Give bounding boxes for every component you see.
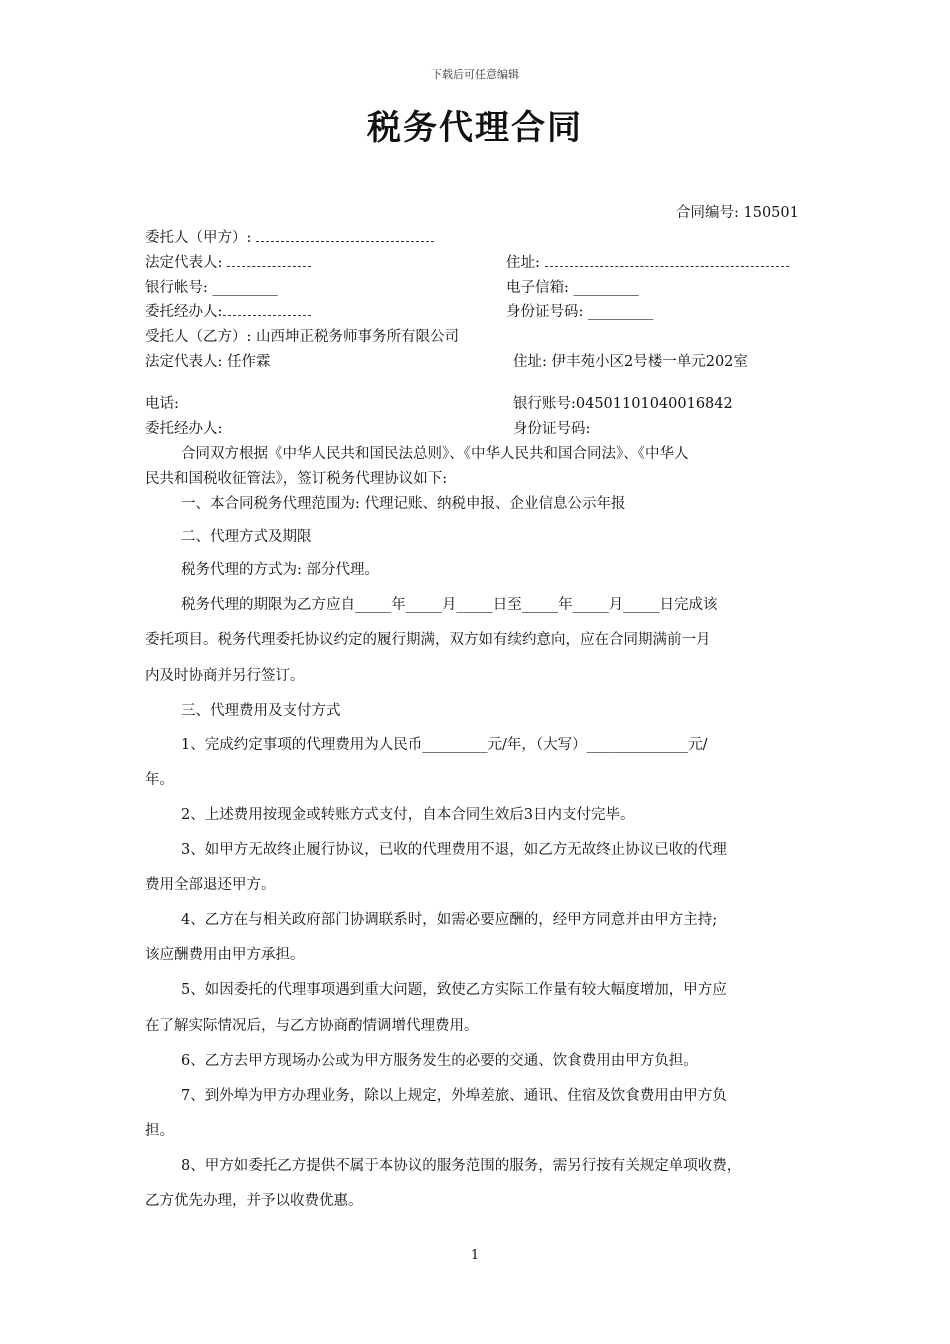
section-2-heading: 二、代理方式及期限 [181, 529, 312, 545]
party-a-id-blank: _________ [588, 304, 654, 320]
party-a-client [145, 226, 434, 247]
party-a-email-label: 电子信箱: [506, 280, 574, 296]
page-number: 1 [470, 1248, 480, 1263]
party-a-email [506, 276, 639, 297]
party-a-agent-label: 委托经办人: [145, 304, 223, 320]
item-4-line-2: 该应酬费用由甲方承担。 [145, 947, 305, 963]
party-a-address-label: 住址: [506, 255, 540, 271]
item-8-line-1: 8、甲方如委托乙方提供不属于本协议的服务范围的服务，需另行按有关规定单项收费， [181, 1158, 742, 1174]
item-4-line-1: 4、乙方在与相关政府部门协调联系时，如需必要应酬的，经甲方同意并由甲方主持; [181, 912, 718, 928]
party-a-email-blank: _________ [573, 280, 639, 296]
party-a-client-blank [256, 227, 434, 242]
party-a-address [506, 251, 789, 272]
item-7-line-2: 担。 [145, 1123, 174, 1139]
party-a-address-blank [545, 252, 789, 267]
party-a-id [506, 300, 653, 321]
item-8-line-2: 乙方优先办理，并予以收费优惠。 [145, 1193, 363, 1209]
party-a-agent-blank [223, 301, 311, 316]
page-title: 税务代理合同 [367, 108, 583, 148]
item-5-line-1: 5、如因委托的代理事项遇到重大问题，致使乙方实际工作量有较大幅度增加，甲方应 [181, 982, 727, 998]
party-a-bank-blank: _________ [212, 280, 278, 296]
item-5-line-2: 在了解实际情况后，与乙方协商酌情调增代理费用。 [145, 1018, 479, 1034]
party-b-legal-rep: 法定代表人: 任作霖 [145, 354, 271, 370]
party-a-client-label: 委托人（甲方）: [145, 230, 252, 246]
party-a-legal-rep [145, 251, 311, 272]
intro-line-2: 民共和国税收征管法》，签订税务代理协议如下: [145, 471, 448, 487]
party-b-id: 身份证号码: [513, 421, 591, 437]
section-2-mode: 税务代理的方式为: 部分代理。 [181, 562, 379, 578]
party-b-agent: 委托经办人: [145, 421, 223, 437]
party-b-phone: 电话: [145, 396, 179, 412]
contract-number: 合同编号: 150501 [676, 205, 799, 221]
party-a-bank-label: 银行帐号: [145, 280, 213, 296]
party-b-name: 受托人（乙方）: 山西坤正税务师事务所有限公司 [145, 329, 459, 345]
header-note: 下载后可任意编辑 [431, 68, 519, 81]
section-2-period-3: 内及时协商并另行签订。 [145, 668, 305, 684]
section-2-period-2: 委托项目。税务代理委托协议约定的履行期满，双方如有续约意向，应在合同期满前一月 [145, 632, 711, 648]
party-a-id-label: 身份证号码: [506, 304, 588, 320]
party-a-bank [145, 276, 278, 297]
item-1-line-1: 1、完成约定事项的代理费用为人民币_________元/年，（大写）______________元/ [181, 737, 708, 753]
item-6: 6、乙方去甲方现场办公或为甲方服务发生的必要的交通、饮食费用由甲方负担。 [181, 1053, 698, 1069]
party-a-legal-rep-label: 法定代表人: [145, 255, 223, 271]
item-3-line-1: 3、如甲方无故终止履行协议，已收的代理费用不退，如乙方无故终止协议已收的代理 [181, 842, 727, 858]
section-1: 一、本合同税务代理范围为: 代理记账、纳税申报、企业信息公示年报 [181, 496, 626, 512]
item-1-line-2: 年。 [145, 772, 174, 788]
item-2: 2、上述费用按现金或转账方式支付，自本合同生效后3日内支付完毕。 [181, 807, 635, 823]
item-7-line-1: 7、到外埠为甲方办理业务，除以上规定，外埠差旅、通讯、住宿及饮食费用由甲方负 [181, 1088, 727, 1104]
section-3-heading: 三、代理费用及支付方式 [181, 703, 341, 719]
party-b-bank: 银行账号:04501101040016842 [513, 396, 733, 412]
party-a-agent [145, 300, 311, 321]
party-b-address: 住址: 伊丰苑小区2号楼一单元202室 [513, 354, 748, 370]
party-a-legal-rep-blank [227, 252, 311, 267]
intro-line-1: 合同双方根据《中华人民共和国民法总则》、《中华人民共和国合同法》、《中华人 [181, 446, 689, 462]
section-2-period-1: 税务代理的期限为乙方应自_____年_____月_____日至_____年_____月_____日完成该 [181, 597, 718, 613]
item-3-line-2: 费用全部退还甲方。 [145, 877, 276, 893]
